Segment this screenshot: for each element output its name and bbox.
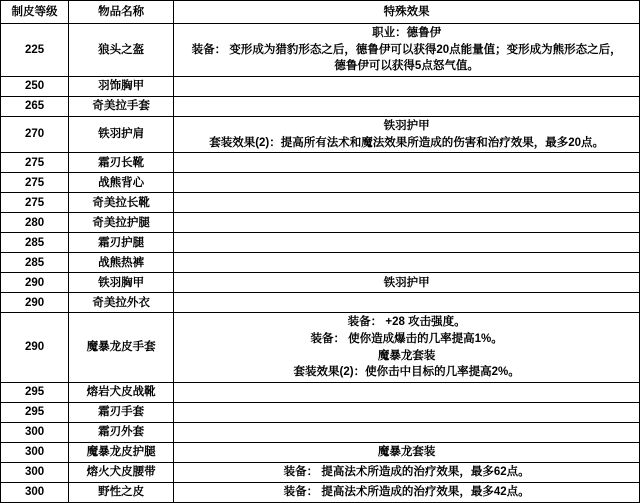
cell-level: 285 [1,233,69,253]
cell-level: 275 [1,193,69,213]
cell-level: 275 [1,153,69,173]
cell-item-name: 战熊热裤 [69,253,174,273]
table-row [1,173,640,193]
cell-special-effect [174,97,640,117]
table-row [1,213,640,233]
cell-item-name: 霜刃外套 [69,423,174,443]
effect-line: 装备： 提高法术所造成的治疗效果，最多62点。 [283,466,530,479]
table-row [1,273,640,293]
cell-level: 295 [1,383,69,403]
effect-line: 魔暴龙套装 [377,349,436,362]
cell-special-effect [174,213,640,233]
cell-special-effect [174,77,640,97]
cell-item-name: 霜刃长靴 [69,153,174,173]
table-row [1,443,640,463]
cell-special-effect [174,24,640,77]
table-row [1,193,640,213]
cell-item-name: 奇美拉护腿 [69,213,174,233]
cell-item-name: 战熊背心 [69,173,174,193]
cell-level: 290 [1,313,69,383]
effect-line: 装备： 提高法术所造成的治疗效果，最多42点。 [283,486,530,499]
cell-item-name: 奇美拉手套 [69,97,174,117]
cell-special-effect [174,313,640,383]
cell-special-effect [174,403,640,423]
effect-line: 铁羽护甲 [383,120,430,133]
cell-special-effect [174,253,640,273]
cell-level: 295 [1,403,69,423]
effect-line: 装备： +28 攻击强度。 [347,316,466,329]
cell-special-effect [174,293,640,313]
effect-line: 铁羽护甲 [383,276,430,289]
table-row [1,253,640,273]
cell-item-name: 魔暴龙皮护腿 [69,443,174,463]
table-row [1,24,640,77]
effect-line: 德鲁伊可以获得5点怒气值。 [334,60,479,73]
effect-line: 套装效果(2)：使你击中目标的几率提高2%。 [293,366,520,379]
cell-special-effect [174,273,640,293]
cell-level: 280 [1,213,69,233]
table-row [1,463,640,483]
cell-item-name: 霜刃护腿 [69,233,174,253]
cell-level: 300 [1,443,69,463]
cell-special-effect [174,193,640,213]
cell-special-effect [174,443,640,463]
cell-level: 300 [1,463,69,483]
cell-item-name: 狼头之盔 [69,24,174,77]
table-row [1,293,640,313]
table-row [1,483,640,503]
effect-line: 装备： 使你造成爆击的几率提高1%。 [310,333,503,346]
table-body [1,1,640,503]
effect-line: 套装效果(2)：提高所有法术和魔法效果所造成的伤害和治疗效果，最多20点。 [209,136,605,149]
table-row [1,233,640,253]
cell-level: 300 [1,483,69,503]
table-row [1,117,640,153]
cell-item-name: 魔暴龙皮手套 [69,313,174,383]
cell-level: 250 [1,77,69,97]
cell-special-effect [174,153,640,173]
cell-level: 290 [1,273,69,293]
cell-item-name: 奇美拉外衣 [69,293,174,313]
cell-level: 285 [1,253,69,273]
table-row [1,97,640,117]
table-row [1,403,640,423]
cell-item-name: 奇美拉长靴 [69,193,174,213]
column-header-effect: 特殊效果 [174,1,640,24]
cell-item-name: 羽饰胸甲 [69,77,174,97]
cell-special-effect [174,173,640,193]
table-row [1,77,640,97]
cell-special-effect [174,383,640,403]
cell-item-name: 熔岩犬皮战靴 [69,383,174,403]
table-row [1,313,640,383]
cell-special-effect [174,117,640,153]
table-row [1,153,640,173]
effect-line: 装备： 变形成为猎豹形态之后，德鲁伊可以获得20点能量值；变形成为熊形态之后， [191,43,622,56]
cell-level: 290 [1,293,69,313]
cell-item-name: 铁羽胸甲 [69,273,174,293]
table-row [1,383,640,403]
effect-line: 职业：德鲁伊 [372,27,442,39]
column-header-name: 物品名称 [69,1,174,24]
cell-special-effect [174,233,640,253]
cell-level: 300 [1,423,69,443]
cell-special-effect [174,463,640,483]
cell-level: 225 [1,24,69,77]
cell-item-name: 霜刃手套 [69,403,174,423]
cell-special-effect [174,483,640,503]
cell-special-effect [174,423,640,443]
cell-item-name: 野性之皮 [69,483,174,503]
table-header-row [1,1,640,24]
effect-line: 魔暴龙套装 [377,446,436,459]
cell-item-name: 铁羽护肩 [69,117,174,153]
cell-level: 265 [1,97,69,117]
cell-level: 270 [1,117,69,153]
cell-level: 275 [1,173,69,193]
column-header-level: 制皮等级 [1,1,69,24]
table-row [1,423,640,443]
cell-item-name: 熔火犬皮腰带 [69,463,174,483]
